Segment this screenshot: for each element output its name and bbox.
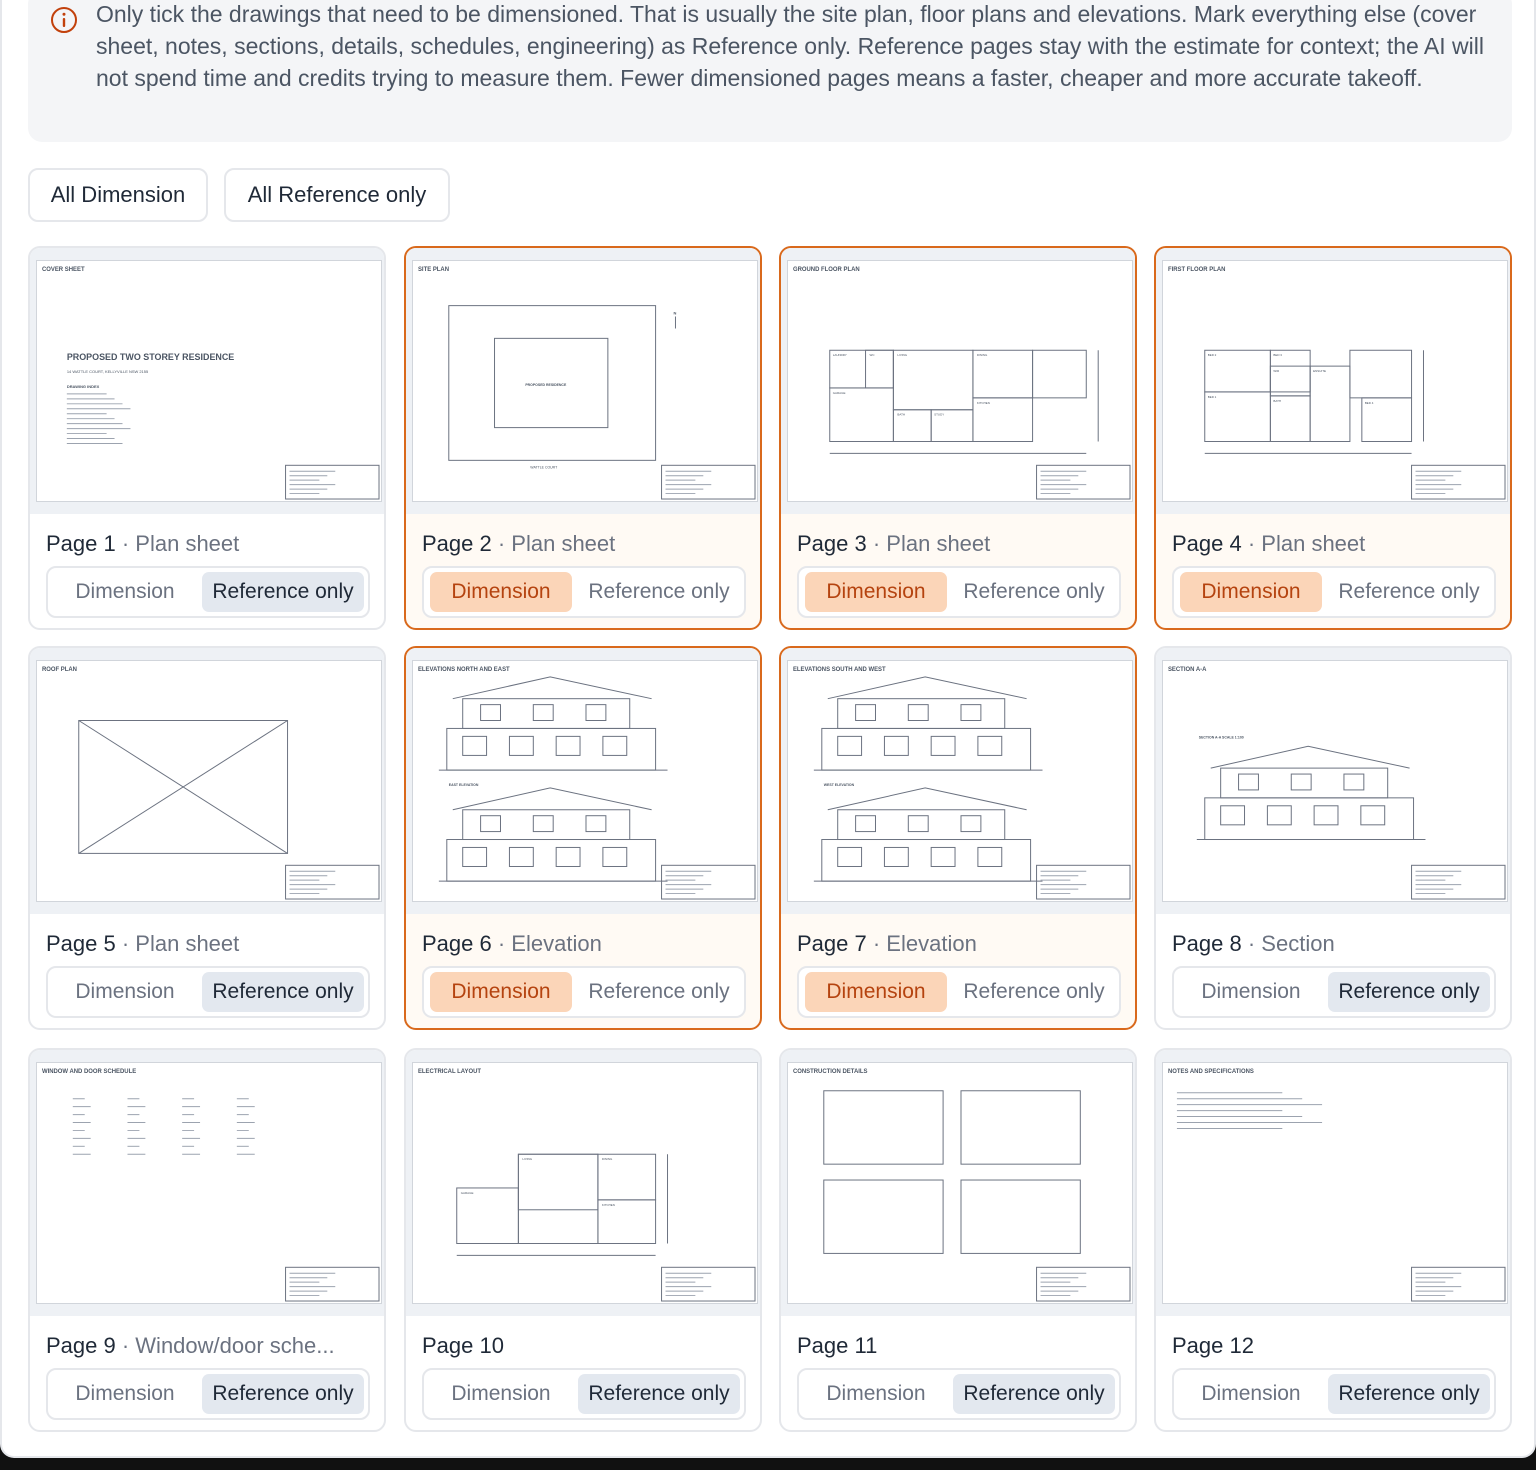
svg-text:LIVING: LIVING (522, 1157, 533, 1162)
svg-text:GARAGE: GARAGE (832, 390, 846, 395)
info-banner (28, 0, 1512, 142)
sheet-label: SITE PLAN (417, 266, 450, 273)
page-number: Page 2 (422, 531, 492, 556)
svg-text:BED 1: BED 1 (1207, 394, 1217, 399)
dimension-toggle-button[interactable]: Dimension (805, 972, 947, 1012)
svg-text:STUDY: STUDY (934, 412, 945, 417)
page-thumbnail (787, 660, 1133, 902)
page-kind: Section (1261, 931, 1335, 956)
page-number: Page 1 (46, 531, 116, 556)
info-text: Only tick the drawings that need to be dimensioned. That is usually the site plan, floor plans and elevations. Mark everything else (cover sheet, notes, sections, details, schedules, engineering) as Reference only. Reference pages stay with the estimate for context; the AI will not spend time and credits trying to measure them. Fewer dimensioned pages means a faster, cheaper and more accurate takeoff. (96, 1, 1484, 91)
dimension-toggle-button[interactable]: Dimension (75, 980, 175, 1003)
svg-text:LAUNDRY: LAUNDRY (832, 353, 847, 358)
svg-text:N: N (673, 310, 677, 316)
sheet-label: GROUND FLOOR PLAN (792, 266, 860, 273)
page-number: Page 6 (422, 931, 492, 956)
mode-toggle (422, 966, 746, 1018)
sheet-label: ROOF PLAN (41, 666, 77, 673)
mode-toggle (46, 966, 370, 1018)
page-thumbnail-area (1156, 1050, 1510, 1316)
title-separator: · (115, 531, 136, 556)
reference-toggle-button[interactable]: Reference only (578, 1374, 740, 1414)
svg-text:BED 3: BED 3 (1273, 353, 1282, 358)
sheet-label: WINDOW AND DOOR SCHEDULE (41, 1068, 137, 1075)
svg-text:DINING: DINING (976, 353, 988, 358)
reference-toggle-button[interactable]: Reference only (1338, 580, 1480, 603)
mode-toggle (422, 1368, 746, 1420)
svg-text:ENSUITE: ENSUITE (1313, 369, 1327, 374)
page-thumbnail-area (30, 648, 384, 914)
reference-toggle-button[interactable]: Reference only (1328, 972, 1490, 1012)
page-kind: Elevation (886, 931, 977, 956)
dimension-toggle-button[interactable]: Dimension (1201, 1382, 1301, 1405)
page-title (1172, 930, 1498, 958)
page-title (422, 1332, 748, 1360)
page-number: Page 7 (797, 931, 867, 956)
dimension-toggle-button[interactable]: Dimension (826, 1382, 926, 1405)
mode-toggle (797, 966, 1121, 1018)
title-separator: · (491, 931, 512, 956)
page-title (1172, 530, 1498, 558)
page-thumbnail-area (406, 248, 760, 514)
mode-toggle (797, 1368, 1121, 1420)
title-separator: · (115, 931, 136, 956)
dimension-toggle-button[interactable]: Dimension (805, 572, 947, 612)
mode-toggle (1172, 566, 1496, 618)
svg-text:WIR: WIR (1273, 369, 1280, 374)
page-thumbnail-area (406, 648, 760, 914)
dimension-toggle-button[interactable]: Dimension (430, 572, 572, 612)
page-thumbnail (36, 1062, 382, 1304)
svg-text:EAST ELEVATION: EAST ELEVATION (448, 782, 479, 787)
drawing-preview (37, 661, 381, 901)
reference-toggle-button[interactable]: Reference only (202, 572, 364, 612)
page-thumbnail (1162, 1062, 1508, 1304)
page-thumbnail-area (781, 248, 1135, 514)
svg-text:BATH: BATH (1273, 398, 1282, 403)
page-card[interactable] (1154, 646, 1512, 1030)
page-card[interactable] (28, 1048, 386, 1432)
dimension-toggle-button[interactable]: Dimension (75, 1382, 175, 1405)
drawing-preview (1163, 261, 1507, 501)
page-thumbnail-area (406, 1050, 760, 1316)
page-number: Page 12 (1172, 1333, 1254, 1358)
drawing-preview (37, 1063, 381, 1303)
page-kind: Plan sheet (886, 531, 991, 556)
page-thumbnail (412, 1062, 758, 1304)
page-card[interactable] (1154, 246, 1512, 630)
page-card[interactable] (779, 1048, 1137, 1432)
page-thumbnail (787, 1062, 1133, 1304)
title-separator: · (115, 1333, 136, 1358)
title-separator: · (866, 931, 887, 956)
sheet-label: ELECTRICAL LAYOUT (417, 1068, 482, 1075)
page-thumbnail (412, 660, 758, 902)
dimension-toggle-button[interactable]: Dimension (75, 580, 175, 603)
page-kind: Plan sheet (135, 931, 240, 956)
page-title (46, 1332, 372, 1360)
page-title (797, 1332, 1123, 1360)
page-number: Page 4 (1172, 531, 1242, 556)
svg-text:KITCHEN: KITCHEN (976, 400, 990, 405)
page-kind: Plan sheet (135, 531, 240, 556)
all-dimension-button[interactable]: All Dimension (28, 168, 208, 222)
mode-toggle (1172, 1368, 1496, 1420)
page-title (46, 530, 372, 558)
title-separator: · (1241, 931, 1262, 956)
page-number: Page 9 (46, 1333, 116, 1358)
sheet-label: NOTES AND SPECIFICATIONS (1167, 1068, 1254, 1075)
reference-toggle-button[interactable]: Reference only (963, 580, 1105, 603)
drawing-preview (37, 261, 381, 501)
svg-text:BED 4: BED 4 (1364, 400, 1374, 405)
page-thumbnail (36, 260, 382, 502)
dimension-toggle-button[interactable]: Dimension (1180, 572, 1322, 612)
page-number: Page 10 (422, 1333, 504, 1358)
reference-toggle-button[interactable]: Reference only (588, 580, 730, 603)
page-thumbnail (36, 660, 382, 902)
page-card[interactable] (1154, 1048, 1512, 1432)
sheet-label: FIRST FLOOR PLAN (1167, 266, 1226, 273)
page-number: Page 3 (797, 531, 867, 556)
page-thumbnail-area (1156, 248, 1510, 514)
page-thumbnail (412, 260, 758, 502)
title-separator: · (1241, 531, 1262, 556)
page-card[interactable] (779, 246, 1137, 630)
drawing-preview (413, 1063, 757, 1303)
reference-toggle-button[interactable]: Reference only (963, 980, 1105, 1003)
page-title (1172, 1332, 1498, 1360)
page-card[interactable] (28, 646, 386, 1030)
sheet-label: ELEVATIONS SOUTH AND WEST (792, 666, 886, 673)
mode-toggle (422, 566, 746, 618)
svg-text:DRAWING INDEX: DRAWING INDEX (66, 383, 100, 389)
drawing-preview (413, 261, 757, 501)
page-number: Page 5 (46, 931, 116, 956)
drawing-preview (1163, 1063, 1507, 1303)
page-title (422, 530, 748, 558)
title-separator: · (491, 531, 512, 556)
page-title (797, 930, 1123, 958)
page-card[interactable] (404, 246, 762, 630)
page-number: Page 11 (797, 1333, 878, 1358)
sheet-label: SECTION A-A (1167, 666, 1207, 673)
page-title (46, 930, 372, 958)
svg-text:GARAGE: GARAGE (460, 1190, 474, 1195)
page-kind: Plan sheet (1261, 531, 1366, 556)
reference-toggle-button[interactable]: Reference only (202, 972, 364, 1012)
page-number: Page 8 (1172, 931, 1242, 956)
page-kind: Window/door sche... (135, 1333, 335, 1358)
page-thumbnail (1162, 660, 1508, 902)
mode-toggle (797, 566, 1121, 618)
drawing-preview (788, 1063, 1132, 1303)
svg-text:PROPOSED TWO STOREY RESIDENCE: PROPOSED TWO STOREY RESIDENCE (66, 352, 235, 363)
svg-text:14 WATTLE COURT, KELLYVILLE NS: 14 WATTLE COURT, KELLYVILLE NSW 2155 (66, 369, 149, 375)
dimension-toggle-button[interactable]: Dimension (1201, 980, 1301, 1003)
reference-toggle-button[interactable]: Reference only (588, 980, 730, 1003)
info-circle-icon (50, 6, 78, 34)
mode-toggle (1172, 966, 1496, 1018)
svg-text:BED 2: BED 2 (1207, 353, 1217, 358)
sheet-label: COVER SHEET (41, 266, 85, 273)
svg-text:DINING: DINING (601, 1157, 613, 1162)
dimension-toggle-button[interactable]: Dimension (451, 1382, 551, 1405)
svg-text:KITCHEN: KITCHEN (601, 1202, 615, 1207)
reference-toggle-button[interactable]: Reference only (953, 1374, 1115, 1414)
reference-toggle-button[interactable]: Reference only (1328, 1374, 1490, 1414)
page-thumbnail (1162, 260, 1508, 502)
page-kind: Elevation (511, 931, 602, 956)
drawing-preview (1163, 661, 1507, 901)
page-kind: Plan sheet (511, 531, 616, 556)
drawing-preview (788, 661, 1132, 901)
mode-toggle (46, 1368, 370, 1420)
page-card[interactable] (404, 646, 762, 1030)
page-card[interactable] (779, 646, 1137, 1030)
page-thumbnail-area (1156, 648, 1510, 914)
page-card[interactable] (28, 246, 386, 630)
sheet-label: ELEVATIONS NORTH AND EAST (417, 666, 510, 673)
dimension-toggle-button[interactable]: Dimension (430, 972, 572, 1012)
svg-text:WEST ELEVATION: WEST ELEVATION (823, 782, 855, 787)
svg-text:PROPOSED RESIDENCE: PROPOSED RESIDENCE (525, 382, 567, 387)
page-title (422, 930, 748, 958)
page-thumbnail-area (30, 248, 384, 514)
svg-text:BATH: BATH (897, 412, 906, 417)
svg-text:WC: WC (869, 353, 875, 358)
drawing-preview (413, 661, 757, 901)
page-thumbnail-area (781, 1050, 1135, 1316)
page-thumbnail-area (30, 1050, 384, 1316)
page-card[interactable] (404, 1048, 762, 1432)
drawing-preview (788, 261, 1132, 501)
page-thumbnail (787, 260, 1133, 502)
title-separator: · (866, 531, 887, 556)
page-thumbnail-area (781, 648, 1135, 914)
page-title (797, 530, 1123, 558)
reference-toggle-button[interactable]: Reference only (202, 1374, 364, 1414)
svg-text:SECTION A-A SCALE 1:100: SECTION A-A SCALE 1:100 (1198, 735, 1244, 740)
svg-text:LIVING: LIVING (897, 353, 908, 358)
all-reference-button[interactable]: All Reference only (224, 168, 450, 222)
svg-text:WATTLE COURT: WATTLE COURT (530, 465, 558, 470)
sheet-label: CONSTRUCTION DETAILS (792, 1068, 868, 1075)
mode-toggle (46, 566, 370, 618)
